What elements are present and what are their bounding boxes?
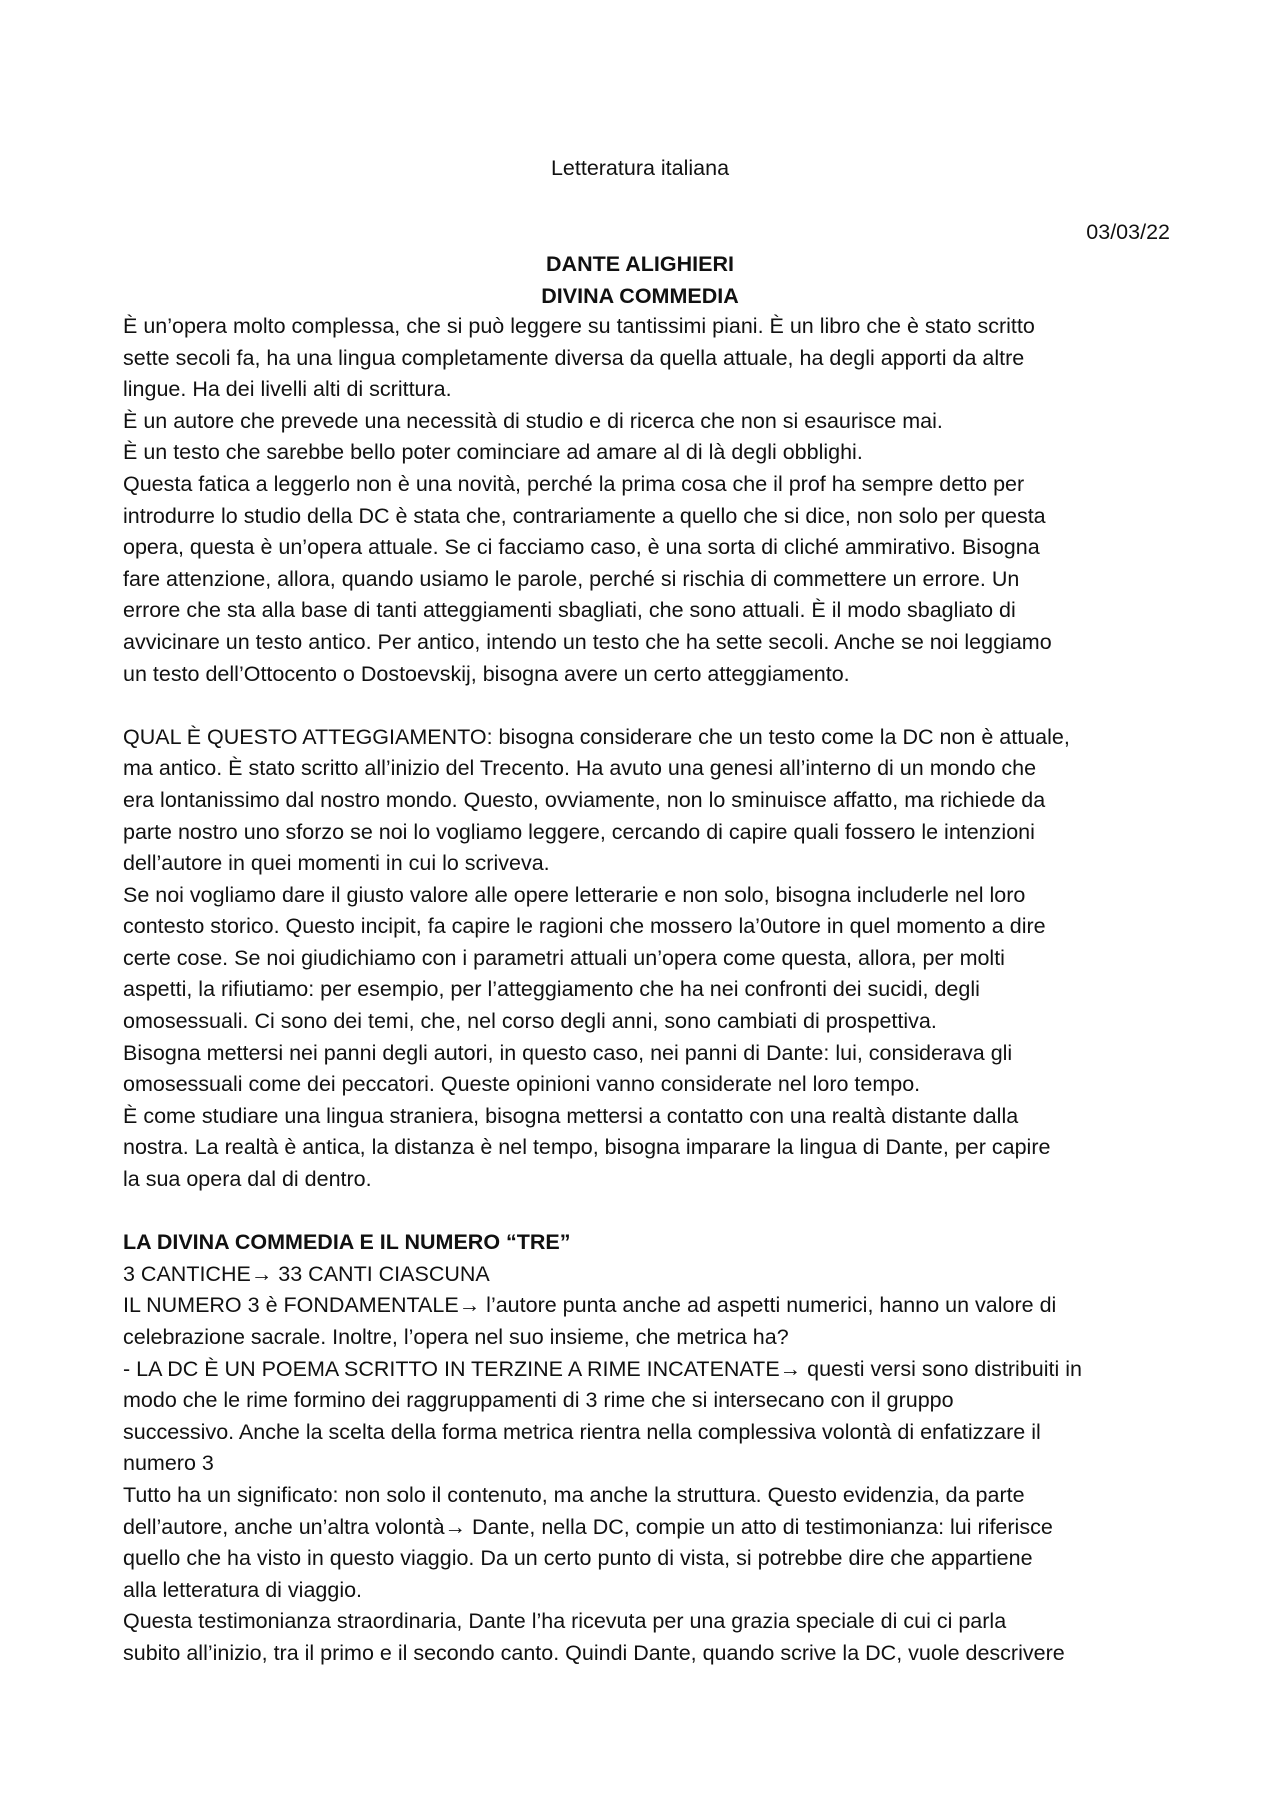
paragraph-gap <box>123 690 1168 722</box>
lesson-date: 03/03/22 <box>1086 220 1170 244</box>
text-line: celebrazione sacrale. Inoltre, l’opera nel suo insieme, che metrica ha? <box>123 1325 789 1349</box>
text-line: contesto storico. Questo incipit, fa capire le ragioni che mossero la’0utore in quel momento a dire <box>123 914 1046 939</box>
document-titles <box>0 249 1280 312</box>
text-line: opera, questa è un’opera attuale. Se ci facciamo caso, è una sorta di cliché ammirativo. Bisogna <box>123 535 1040 560</box>
text-line: È come studiare una lingua straniera, bisogna mettersi a contatto con una realtà distante dalla <box>123 1103 1019 1128</box>
text-line: modo che le rime formino dei raggruppamenti di 3 rime che si intersecano con il gruppo <box>123 1388 954 1413</box>
text-line: omosessuali. Ci sono dei temi, che, nel corso degli anni, sono cambiati di prospettiva. <box>123 1009 937 1034</box>
text-line: fare attenzione, allora, quando usiamo le parole, perché si rischia di commettere un errore. Un <box>123 566 1020 591</box>
course-title: Letteratura italiana <box>550 156 730 180</box>
text-line: - LA DC È UN POEMA SCRITTO IN TERZINE A RIME INCATENATE→ questi versi sono distribuiti in <box>123 1356 1082 1381</box>
text-line: omosessuali come dei peccatori. Queste opinioni vanno considerate nel loro tempo. <box>123 1072 921 1097</box>
author-title: DANTE ALIGHIERI <box>546 252 734 276</box>
text-line: Bisogna mettersi nei panni degli autori, in questo caso, nei panni di Dante: lui, considerava gli <box>123 1040 1013 1065</box>
text-line: sette secoli fa, ha una lingua completamente diversa da quella attuale, ha degli apporti da altre <box>123 345 1025 370</box>
text-line: alla letteratura di viaggio. <box>123 1577 363 1602</box>
text-line: IL NUMERO 3 è FONDAMENTALE→ l’autore punta anche ad aspetti numerici, hanno un valore di <box>123 1293 1057 1318</box>
text-line: ma antico. È stato scritto all’inizio del Trecento. Ha avuto una genesi all’interno di un mondo che <box>123 756 1037 781</box>
text-line: successivo. Anche la scelta della forma metrica rientra nella complessiva volontà di enfatizzare il <box>123 1419 1041 1444</box>
text-line: È un testo che sarebbe bello poter cominciare ad amare al di là degli obblighi. <box>123 440 863 465</box>
text-line: parte nostro uno sforzo se noi lo vogliamo leggere, cercando di capire quali fossero le intenzioni <box>123 819 1035 844</box>
text-line: Se noi vogliamo dare il giusto valore alle opere letterarie e non solo, bisogna includerle nel loro <box>123 882 1026 907</box>
text-line: introdurre lo studio della DC è stata che, contrariamente a quello che si dice, non solo per questa <box>123 503 1046 528</box>
text-line: Questa fatica a leggerlo non è una novità, perché la prima cosa che il prof ha sempre detto per <box>123 471 1025 496</box>
work-title: DIVINA COMMEDIA <box>541 283 739 308</box>
text-line: avvicinare un testo antico. Per antico, intendo un testo che ha sette secoli. Anche se noi leggiamo <box>123 629 1052 654</box>
paragraph-gap <box>123 1196 1168 1228</box>
text-line: QUAL È QUESTO ATTEGGIAMENTO: bisogna considerare che un testo come la DC non è attuale, <box>123 724 1070 749</box>
paragraph-atteggiamento <box>123 722 1168 1196</box>
text-line: È un’opera molto complessa, che si può leggere su tantissimi piani. È un libro che è stato scritto <box>123 314 1035 338</box>
text-line: Tutto ha un significato: non solo il contenuto, ma anche la struttura. Questo evidenzia, da parte <box>123 1482 1025 1507</box>
section-heading: LA DIVINA COMMEDIA E IL NUMERO “TRE” <box>123 1230 571 1255</box>
text-line: certe cose. Se noi giudichiamo con i parametri attuali un’opera come questa, allora, per molti <box>123 945 1005 970</box>
paragraph-numero-tre <box>123 1259 1168 1670</box>
text-line: nostra. La realtà è antica, la distanza è nel tempo, bisogna imparare la lingua di Dante, per capire <box>123 1135 1051 1160</box>
text-line: Questa testimonianza straordinaria, Dante l’ha ricevuta per una grazia speciale di cui ci parla <box>123 1609 1007 1634</box>
text-line: numero 3 <box>123 1451 214 1476</box>
text-line: aspetti, la rifiutiamo: per esempio, per l’atteggiamento che ha nei confronti dei sucidi, degli <box>123 977 980 1002</box>
text-line: 3 CANTICHE→ 33 CANTI CIASCUNA <box>123 1261 490 1286</box>
document-body <box>123 311 1168 1670</box>
text-line: un testo dell’Ottocento o Dostoevskij, bisogna avere un certo atteggiamento. <box>123 661 850 686</box>
paragraph-intro <box>123 311 1168 690</box>
text-line: quello che ha visto in questo viaggio. Da un certo punto di vista, si potrebbe dire che appartiene <box>123 1546 1033 1571</box>
text-line: dell’autore in quei momenti in cui lo scriveva. <box>123 851 550 876</box>
text-line: È un autore che prevede una necessità di studio e di ricerca che non si esaurisce mai. <box>123 408 943 433</box>
text-line: dell’autore, anche un’altra volontà→ Dante, nella DC, compie un atto di testimonianza: lui riferisce <box>123 1514 1053 1539</box>
text-line: era lontanissimo dal nostro mondo. Questo, ovviamente, non lo sminuisce affatto, ma richiede da <box>123 787 1046 812</box>
text-line: la sua opera dal di dentro. <box>123 1167 372 1192</box>
text-line: errore che sta alla base di tanti atteggiamenti sbagliati, che sono attuali. È il modo sbagliato di <box>123 598 1016 623</box>
text-line: lingue. Ha dei livelli alti di scrittura. <box>123 377 452 402</box>
text-line: subito all’inizio, tra il primo e il secondo canto. Quindi Dante, quando scrive la DC, vuole descrivere <box>123 1640 1065 1665</box>
